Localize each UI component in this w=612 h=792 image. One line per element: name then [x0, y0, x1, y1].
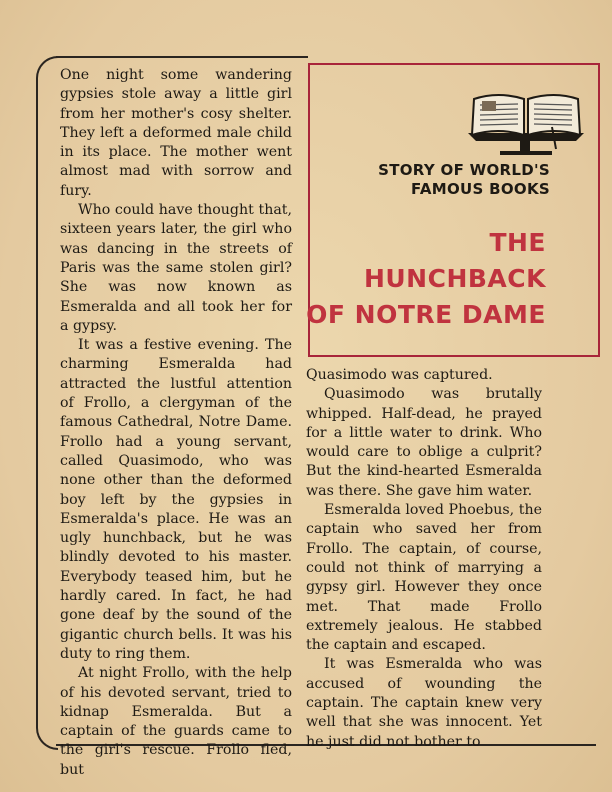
page-frame-left [36, 56, 58, 750]
paragraph: It was a festive evening. The charming Esmeralda had attracted the lustful attention of Frollo, a clergyman of the famous Cathedral, Notre Dame. Frollo had a young servant, called Quasimodo, who was none other than the deformed boy left by the gypsies in Esmeralda's place. He was an ugly hunchback, but he was blindly devoted to his master. Everybody teased him, but he hardly cared. In fact, he had gone deaf by the sound of the gigantic church bells. It was his duty to ring them. [60, 337, 292, 662]
paragraph: Quasimodo was captured. [306, 367, 493, 383]
paragraph: It was Esmeralda who was accused of wounding the captain. The captain knew very well that she was innocent. Yet he just did not bother to [306, 656, 542, 750]
page-frame-top [56, 56, 308, 58]
story-column-right [306, 366, 542, 752]
book-title-line: THE [489, 228, 546, 257]
series-heading-line: STORY OF WORLD'S [378, 161, 550, 179]
book-title [306, 225, 546, 333]
paragraph: Who could have thought that, sixteen years later, the girl who was dancing in the streets of Paris was the same stolen girl? She was now known as Esmeralda and all took her for a gypsy. [60, 202, 292, 334]
story-column-left [60, 66, 292, 780]
title-box [308, 63, 600, 357]
open-book-icon [460, 77, 592, 157]
book-title-line: OF NOTRE DAME [306, 300, 546, 329]
paragraph: Quasimodo was brutally whipped. Half-dead, he prayed for a little water to drink. Who would care to oblige a culprit? But the kind-hearted Esmeralda was there. She gave him water. [306, 386, 542, 499]
book-title-line: HUNCHBACK [363, 264, 546, 293]
paragraph: Esmeralda loved Phoebus, the captain who saved her from Frollo. The captain, of course, could not think of marrying a gypsy girl. However they once met. That made Frollo extremely jealous. He stabbed the captain and escaped. [306, 502, 542, 654]
paragraph: One night some wandering gypsies stole away a little girl from her mother's cosy shelter. They left a deformed male child in its place. The mother went almost mad with sorrow and fury. [60, 67, 292, 199]
series-heading-line: FAMOUS BOOKS [411, 180, 550, 198]
paragraph: At night Frollo, with the help of his devoted servant, tried to kidnap Esmeralda. But a captain of the guards came to the girl's rescue. Frollo fled, but [60, 665, 292, 778]
series-heading [378, 161, 550, 199]
